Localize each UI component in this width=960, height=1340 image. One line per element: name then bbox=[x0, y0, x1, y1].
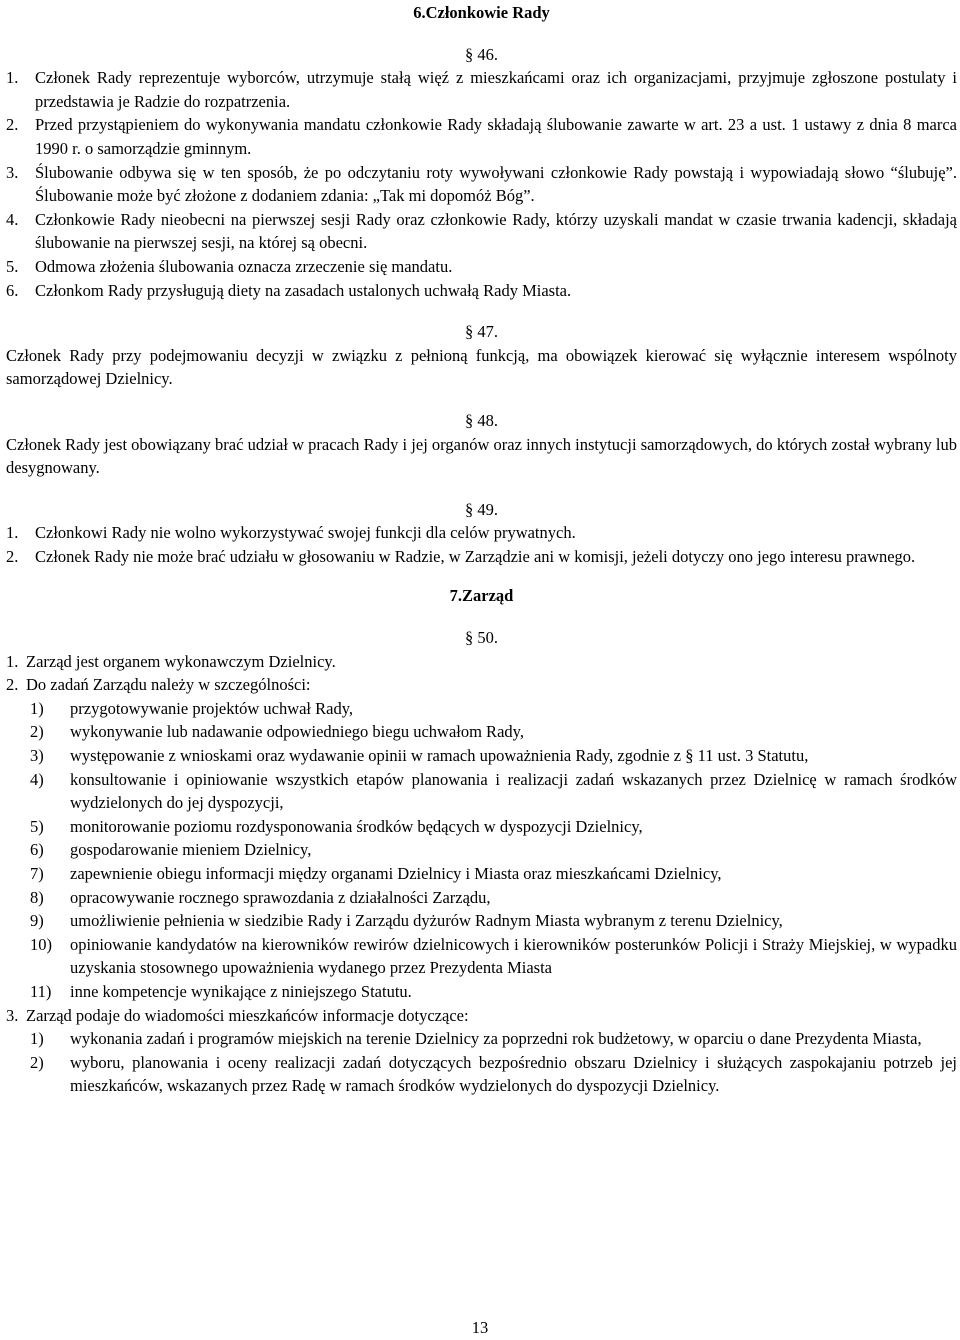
list-item: 1. Członkowi Rady nie wolno wykorzystywać swojej funkcji dla celów prywatnych. bbox=[6, 523, 576, 543]
chapter-6-title: 6.Członkowie Rady bbox=[413, 3, 550, 22]
paragraph-47-text: Członek Rady przy podejmowaniu decyzji w związku z pełnioną funkcją, ma obowiązek kierować się wyłącznie interesem wspólnoty samorządowej Dzielnicy. bbox=[6, 345, 957, 389]
chapter-7-title: 7.Zarząd bbox=[449, 586, 514, 606]
paragraph-50-number: § 50. bbox=[465, 628, 498, 648]
list-item: 4. Członkowie Rady nieobecni na pierwszej sesji Rady oraz członkowie Rady, którzy uzyskali mandat w czasie trwania kadencji, składają ślubowanie na pierwszej sesji, na której są obecni. bbox=[6, 209, 957, 253]
paragraph-46-items bbox=[6, 66, 957, 302]
sub-list-item: 2) wyboru, planowania i oceny realizacji zadań dotyczących bezpośrednio obszaru Dzielnicy i służących zaspokajaniu potrzeb jej mieszkańców, wskazanych przez Radę w ramach środków wydzielonych do dyspozycji Dzielnicy. bbox=[30, 1052, 957, 1096]
zarzad-tasks-list bbox=[6, 697, 957, 1004]
list-item: 3. Ślubowanie odbywa się w ten sposób, że po odczytaniu roty wywoływani członkowie Rady powstają i wypowiadają słowo “ślubuję”. Ślubowanie może być złożone z dodaniem zdania: „Tak mi dopomóż Bóg”. bbox=[6, 162, 957, 206]
sub-list-item: 6) gospodarowanie mieniem Dzielnicy, bbox=[30, 840, 312, 860]
list-item: 5. Odmowa złożenia ślubowania oznacza zrzeczenie się mandatu. bbox=[6, 256, 453, 276]
sub-list-item: 4) konsultowanie i opiniowanie wszystkich etapów planowania i realizacji zadań wskazanych przez Dzielnicę w ramach środków wydzielonych do jej dyspozycji, bbox=[30, 769, 957, 813]
list-item: 2. Przed przystąpieniem do wykonywania mandatu członkowie Rady składają ślubowanie zawarte w art. 23 a ust. 1 ustawy z dnia 8 marca 1990 r. o samorządzie gminnym. bbox=[6, 115, 957, 158]
list-item: 3. Zarząd podaje do wiadomości mieszkańców informacje dotyczące: bbox=[6, 1005, 469, 1025]
sub-list-item: 7) zapewnienie obiegu informacji między organami Dzielnicy i Miasta oraz mieszkańcami Dzielnicy, bbox=[30, 864, 722, 883]
paragraph-49-number: § 49. bbox=[465, 499, 498, 519]
list-item: 2. Do zadań Zarządu należy w szczególności: bbox=[6, 675, 311, 695]
sub-list-item: 8) opracowywanie rocznego sprawozdania z działalności Zarządu, bbox=[30, 887, 491, 907]
sub-list-item: 3) występowanie z wnioskami oraz wydawanie opinii w ramach upoważnienia Rady, zgodnie z § 11 ust. 3 Statutu, bbox=[30, 746, 809, 766]
sub-list-item: 10) opiniowanie kandydatów na kierowników rewirów dzielnicowych i kierowników posterunków Policji i Straży Miejskiej, w wypadku uzyskania stosownego upoważnienia wydanego przez Prezydenta Miasta bbox=[30, 934, 957, 978]
list-item: 1. Zarząd jest organem wykonawczym Dzielnicy. bbox=[6, 651, 336, 671]
paragraph-46-number: § 46. bbox=[465, 44, 498, 64]
list-item: 2. Członek Rady nie może brać udziału w głosowaniu w Radzie, w Zarządzie ani w komisji, jeżeli dotyczy ono jego interesu prawnego. bbox=[6, 546, 916, 566]
zarzad-information-list bbox=[6, 1027, 957, 1098]
paragraph-50-items bbox=[6, 650, 957, 1098]
paragraph-48-number: § 48. bbox=[465, 410, 498, 430]
page-number: 13 bbox=[471, 1318, 489, 1337]
sub-list-item: 5) monitorowanie poziomu rozdysponowania środków będących w dyspozycji Dzielnicy, bbox=[30, 816, 643, 836]
paragraph-48-text: Członek Rady jest obowiązany brać udział w pracach Rady i jej organów oraz innych instytucji samorządowych, do których został wybrany lub desygnowany. bbox=[6, 434, 957, 478]
list-item: 6. Członkom Rady przysługują diety na zasadach ustalonych uchwałą Rady Miasta. bbox=[6, 280, 572, 300]
paragraph-47-number: § 47. bbox=[465, 322, 498, 342]
document-page bbox=[6, 0, 957, 1098]
list-item: 1. Członek Rady reprezentuje wyborców, utrzymuje stałą więź z mieszkańcami oraz ich organizacjami, przyjmuje zgłoszone postulaty i przedstawia je Radzie do rozpatrzenia. bbox=[6, 68, 957, 111]
paragraph-49-items bbox=[6, 521, 957, 568]
sub-list-item: 2) wykonywanie lub nadawanie odpowiedniego biegu uchwałom Rady, bbox=[30, 722, 524, 742]
sub-list-item: 1) przygotowywanie projektów uchwał Rady, bbox=[30, 698, 354, 718]
sub-list-item: 9) umożliwienie pełnienia w siedzibie Rady i Zarządu dyżurów Radnym Miasta wybranym z terenu Dzielnicy, bbox=[30, 911, 783, 931]
sub-list-item: 1) wykonania zadań i programów miejskich na terenie Dzielnicy za poprzedni rok budżetowy, w oparciu o dane Prezydenta Miasta, bbox=[30, 1029, 922, 1049]
sub-list-item: 11) inne kompetencje wynikające z niniejszego Statutu. bbox=[30, 981, 412, 1001]
